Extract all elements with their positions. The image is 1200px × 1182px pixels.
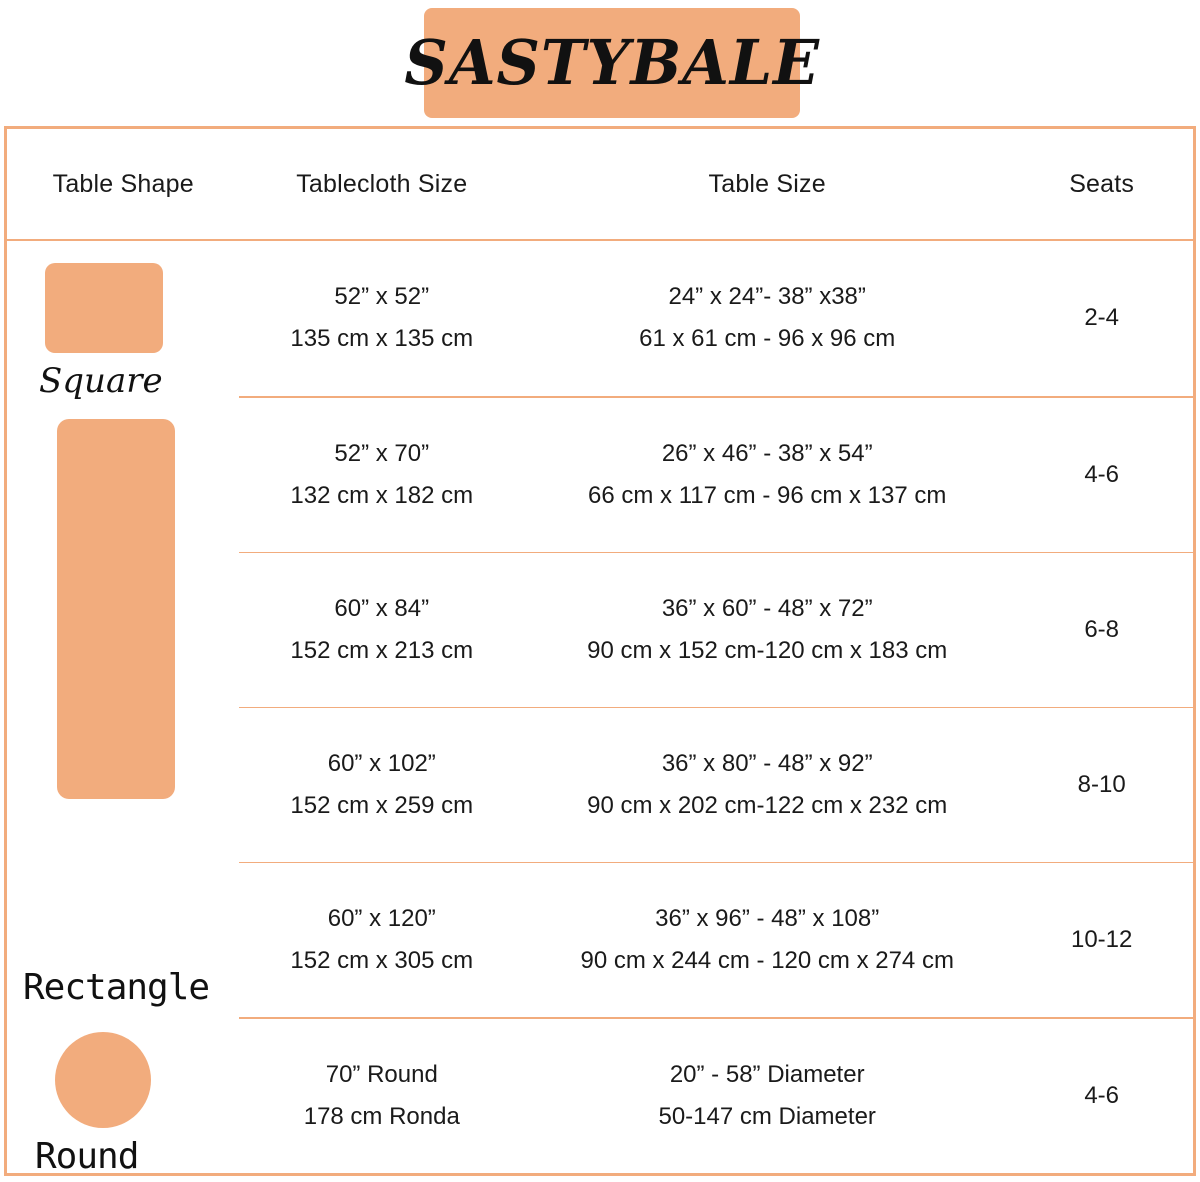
value-cm: 152 cm x 213 cm — [290, 637, 474, 665]
table-header — [7, 129, 1193, 240]
value-cm: 178 cm Ronda — [303, 1102, 460, 1130]
brand-banner — [404, 8, 820, 118]
value-cm: 132 cm x 182 cm — [290, 482, 474, 510]
cell-table-size — [524, 708, 1010, 863]
column-header-table-shape: Table Shape — [7, 129, 239, 240]
cell-seats: 4-6 — [1010, 397, 1193, 553]
column-header-tablecloth-size: Tablecloth Size — [239, 129, 524, 240]
cell-seats: 6-8 — [1010, 553, 1193, 708]
brand-name: SASTYBALE — [404, 26, 820, 99]
cell-table-size — [524, 240, 1010, 397]
value-inches: 26” x 46” - 38” x 54” — [661, 440, 873, 468]
shape-cell-rectangle — [7, 397, 239, 1018]
size-chart-table-frame — [4, 126, 1196, 1176]
cell-tablecloth-size — [239, 708, 524, 863]
size-chart-table — [7, 129, 1193, 1177]
value-inches: 20” - 58” Diameter — [669, 1060, 865, 1088]
value-cm: 152 cm x 259 cm — [290, 792, 474, 820]
value-cm: 152 cm x 305 cm — [290, 947, 474, 975]
table-row — [7, 1018, 1193, 1173]
header-row — [7, 129, 1193, 240]
value-cm: 135 cm x 135 cm — [290, 325, 474, 353]
rectangle-shape-icon — [57, 419, 175, 799]
column-header-table-size: Table Size — [524, 129, 1010, 240]
table-row — [7, 397, 1193, 553]
cell-tablecloth-size — [239, 553, 524, 708]
value-inches: 52” x 52” — [334, 283, 430, 311]
cell-table-size — [524, 863, 1010, 1017]
shape-label-square: Square — [39, 361, 163, 401]
round-shape-icon — [55, 1032, 151, 1128]
table-row — [7, 240, 1193, 397]
value-cm: 90 cm x 202 cm-122 cm x 232 cm — [587, 792, 948, 820]
cell-table-size — [524, 1018, 1010, 1173]
shape-cell-square — [7, 240, 239, 401]
shape-label-round: Round — [35, 1135, 139, 1177]
value-inches: 24” x 24”- 38” x38” — [668, 283, 866, 311]
value-inches: 52” x 70” — [334, 440, 430, 468]
cell-tablecloth-size — [239, 1018, 524, 1173]
column-header-seats: Seats — [1010, 129, 1193, 240]
value-cm: 61 x 61 cm - 96 x 96 cm — [639, 325, 896, 353]
value-inches: 36” x 60” - 48” x 72” — [661, 595, 873, 623]
cell-tablecloth-size — [239, 397, 524, 553]
value-inches: 60” x 120” — [327, 905, 436, 933]
value-cm: 90 cm x 244 cm - 120 cm x 274 cm — [580, 947, 954, 975]
cell-seats: 2-4 — [1084, 304, 1119, 332]
value-cm: 50-147 cm Diameter — [658, 1102, 876, 1130]
shape-label-rectangle: Rectangle — [23, 966, 210, 1008]
cell-seats: 10-12 — [1010, 863, 1193, 1017]
cell-tablecloth-size — [239, 240, 524, 397]
cell-seats: 4-6 — [1010, 1018, 1193, 1173]
table-body — [7, 240, 1193, 1177]
value-inches: 60” x 102” — [327, 750, 436, 778]
shape-cell-round — [7, 1018, 239, 1177]
cell-tablecloth-size — [239, 863, 524, 1017]
square-shape-icon — [45, 263, 163, 353]
cell-seats: 8-10 — [1010, 708, 1193, 863]
cell-table-size — [524, 397, 1010, 553]
value-inches: 36” x 96” - 48” x 108” — [655, 905, 880, 933]
value-inches: 36” x 80” - 48” x 92” — [661, 750, 873, 778]
cell-table-size — [524, 553, 1010, 708]
value-cm: 66 cm x 117 cm - 96 cm x 137 cm — [588, 482, 947, 510]
value-cm: 90 cm x 152 cm-120 cm x 183 cm — [587, 637, 948, 665]
value-inches: 70” Round — [325, 1060, 438, 1088]
value-inches: 60” x 84” — [334, 595, 430, 623]
